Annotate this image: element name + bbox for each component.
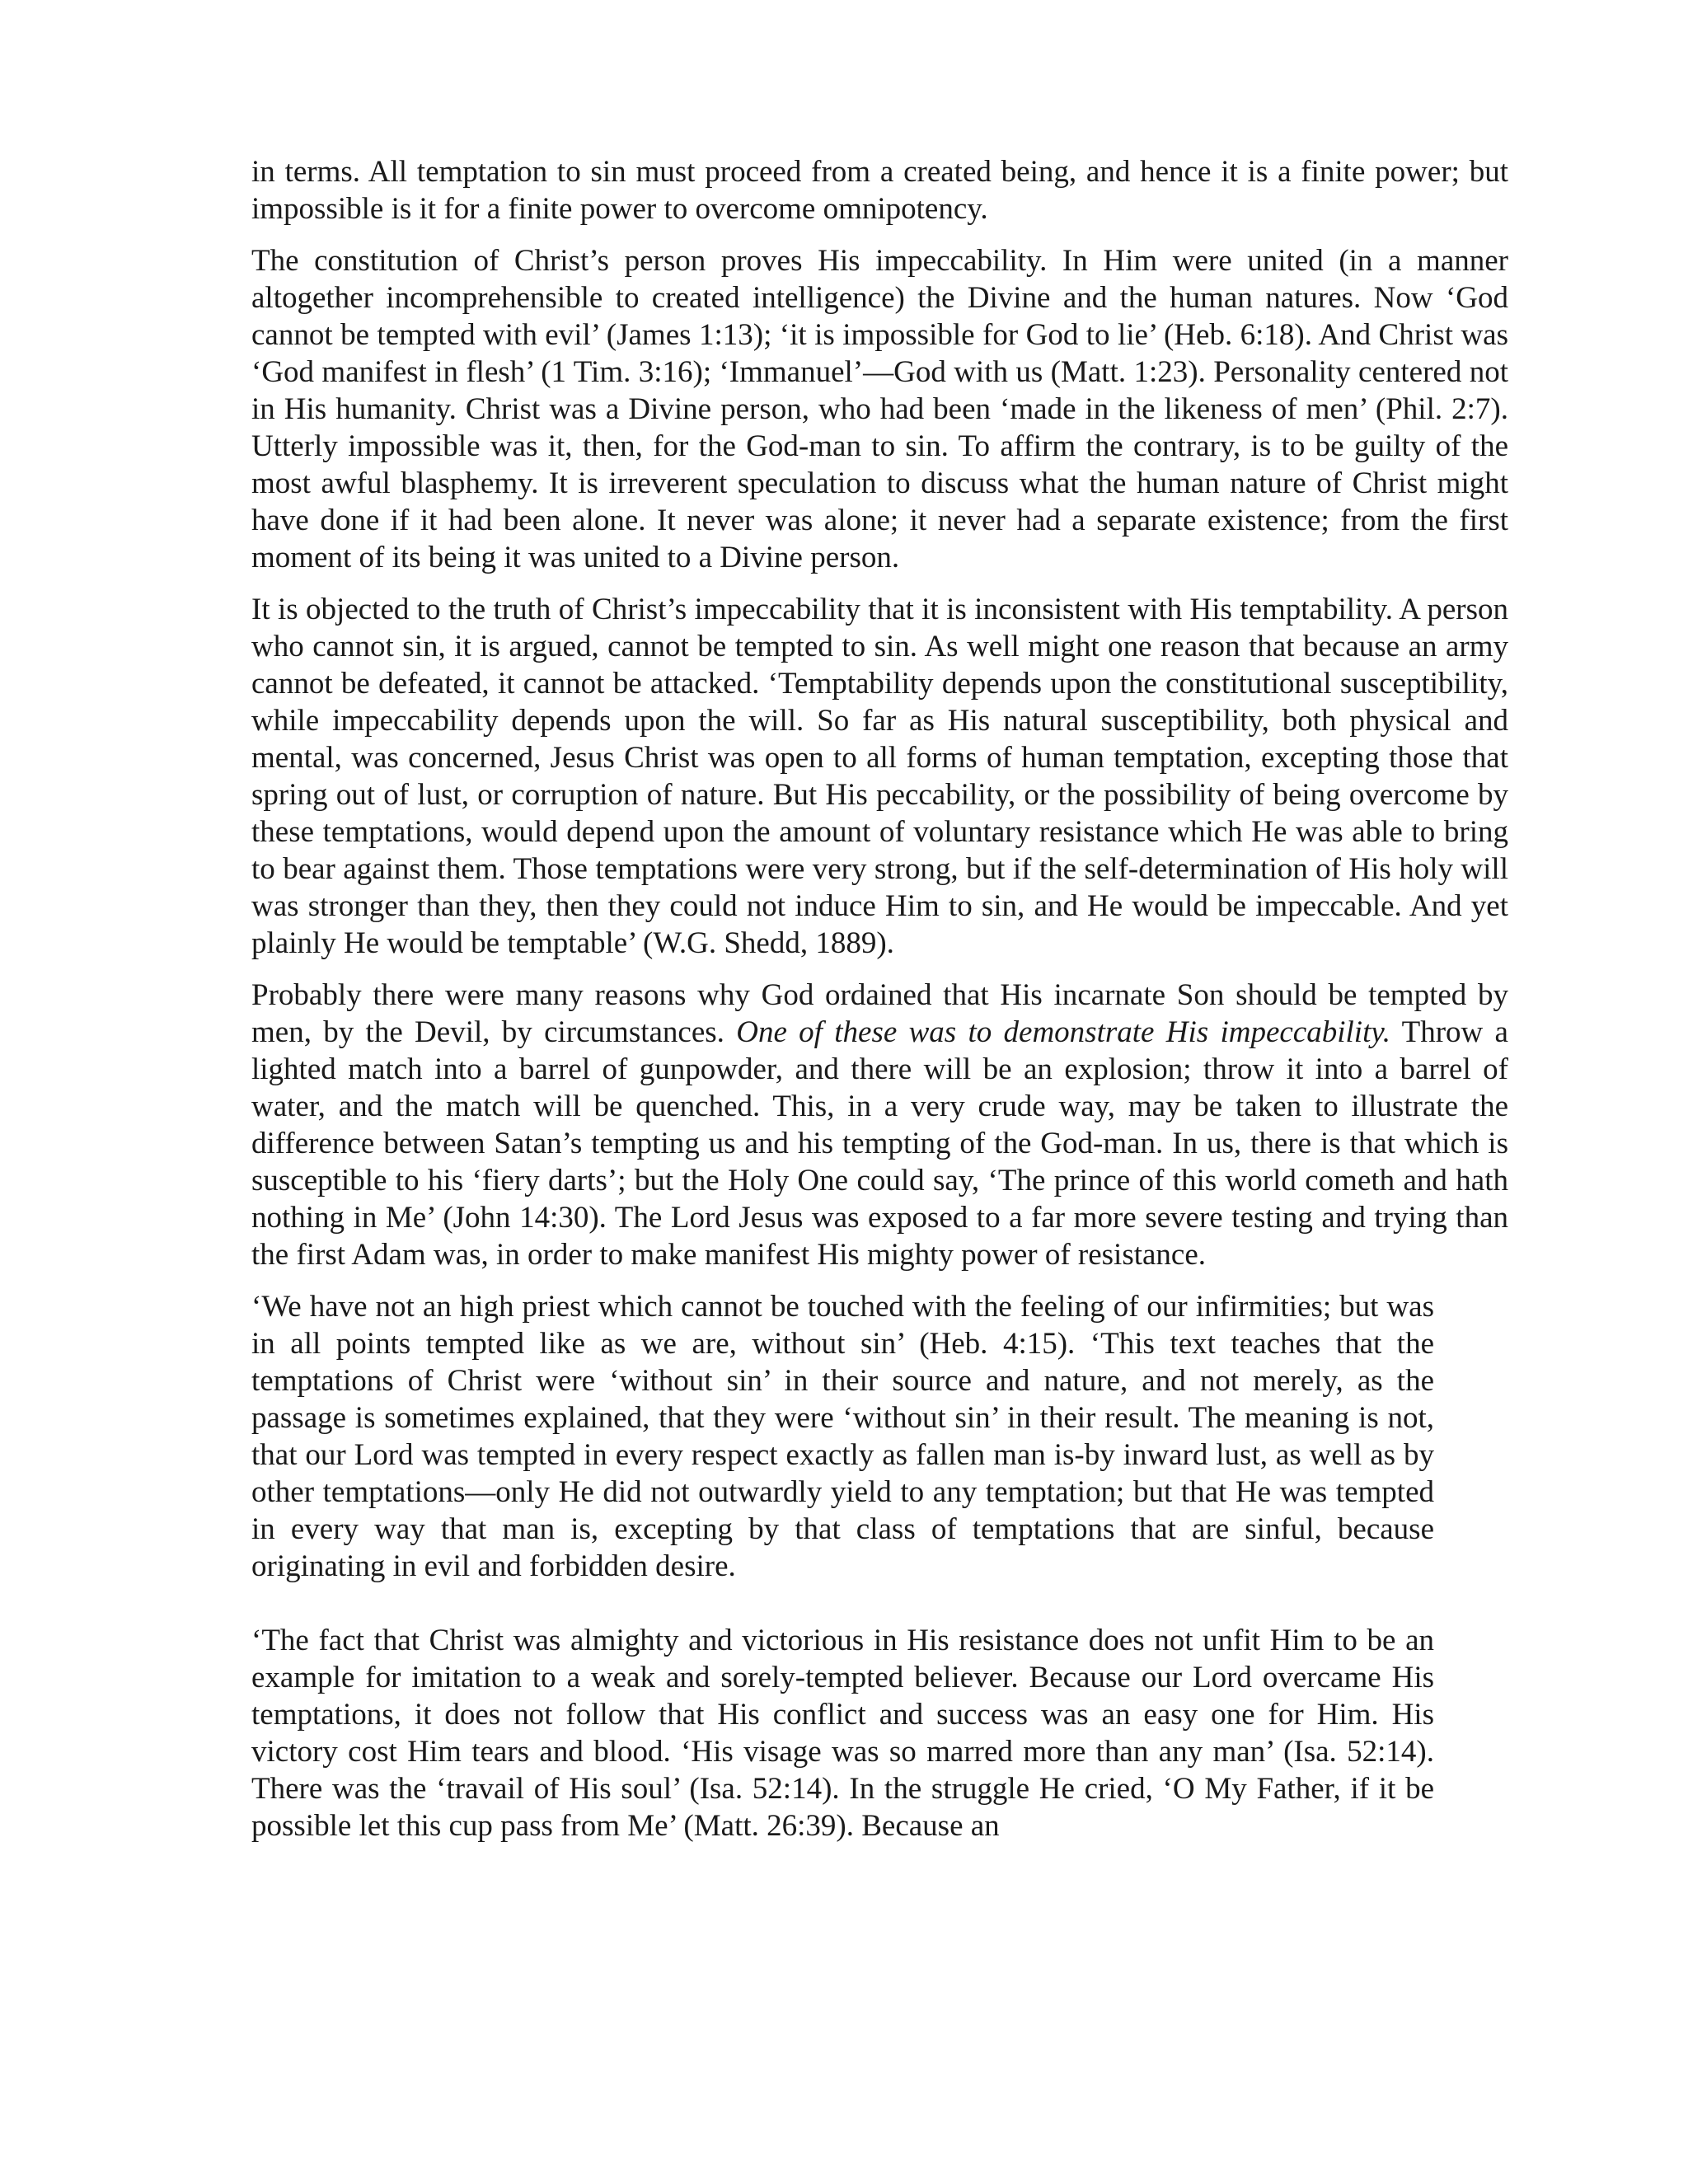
paragraph-4-italic-emphasis: One of these was to demonstrate His impeccability. [736, 1015, 1390, 1049]
paragraph-3: It is objected to the truth of Christ’s impeccability that it is inconsistent with His temptability. A person who cannot sin, it is argued, cannot be tempted to sin. As well might one reason that because an army cannot be defeated, it cannot be attacked. ‘Temptability depends upon the constitutional susceptibility, while impeccability depends upon the will. So far as His natural susceptibility, both physical and mental, was concerned, Jesus Christ was open to all forms of human temptation, excepting those that spring out of lust, or corruption of nature. But His peccability, or the possibility of being overcome by these temptations, would depend upon the amount of voluntary resistance which He was able to bring to bear against them. Those temptations were very strong, but if the self-determination of His holy will was stronger than they, then they could not induce Him to sin, and He would be impeccable. And yet plainly He would be temptable’ (W.G. Shedd, 1889). [251, 593, 1508, 960]
paragraph-6-quotation: ‘The fact that Christ was almighty and victorious in His resistance does not unfit Him to be an example for imitation to a weak and sorely-tempted believer. Because our Lord overcame His temptations, it does not follow that His conflict and success was an easy one for Him. His victory cost Him tears and blood. ‘His visage was so marred more than any man’ (Isa. 52:14). There was the ‘travail of His soul’ (Isa. 52:14). In the struggle He cried, ‘O My Father, if it be possible let this cup pass from Me’ (Matt. 26:39). Because an [251, 1624, 1434, 1843]
paragraph-4-text-after: Throw a lighted match into a barrel of gunpowder, and there will be an explosion; throw it into a barrel of water, and the match will be quenched. This, in a very crude way, may be taken to illustrate the difference between Satan’s tempting us and his tempting of the God-man. In us, there is that which is susceptible to his ‘fiery darts’; but the Holy One could say, ‘The prince of this world cometh and hath nothing in Me’ (John 14:30). The Lord Jesus was exposed to a far more severe testing and trying than the first Adam was, in order to make manifest His mighty power of resistance. [251, 1015, 1508, 1272]
paragraph-2: The constitution of Christ’s person proves His impeccability. In Him were united (in a manner altogether incomprehensible to created intelligence) the Divine and the human natures. Now ‘God cannot be tempted with evil’ (James 1:13); ‘it is impossible for God to lie’ (Heb. 6:18). And Christ was ‘God manifest in flesh’ (1 Tim. 3:16); ‘Immanuel’—God with us (Matt. 1:23). Personality centered not in His humanity. Christ was a Divine person, who had been ‘made in the likeness of men’ (Phil. 2:7). Utterly impossible was it, then, for the God-man to sin. To affirm the contrary, is to be guilty of the most awful blasphemy. It is irreverent speculation to discuss what the human nature of Christ might have done if it had been alone. It never was alone; it never had a separate existence; from the first moment of its being it was united to a Divine person. [251, 244, 1508, 574]
paragraph-1: in terms. All temptation to sin must proceed from a created being, and hence it is a finite power; but impossible is it for a finite power to overcome omnipotency. [251, 155, 1508, 226]
paragraph-4-text-before: Probably there were many reasons why God ordained that His incarnate Son should be tempted by men, by the Devil, by circumstances. [251, 978, 1508, 1049]
paragraph-5-quotation: ‘We have not an high priest which cannot be touched with the feeling of our infirmities; but was in all points tempted like as we are, without sin’ (Heb. 4:15). ‘This text teaches that the temptations of Christ were ‘without sin’ in their source and nature, and not merely, as the passage is sometimes explained, that they were ‘without sin’ in their result. The meaning is not, that our Lord was tempted in every respect exactly as fallen man is-by inward lust, as well as by other temptations—only He did not outwardly yield to any temptation; but that He was tempted in every way that man is, excepting by that class of temptations that are sinful, because originating in evil and forbidden desire. [251, 1290, 1434, 1583]
body-text [251, 153, 1508, 1844]
paragraph-4 [251, 977, 1508, 1273]
